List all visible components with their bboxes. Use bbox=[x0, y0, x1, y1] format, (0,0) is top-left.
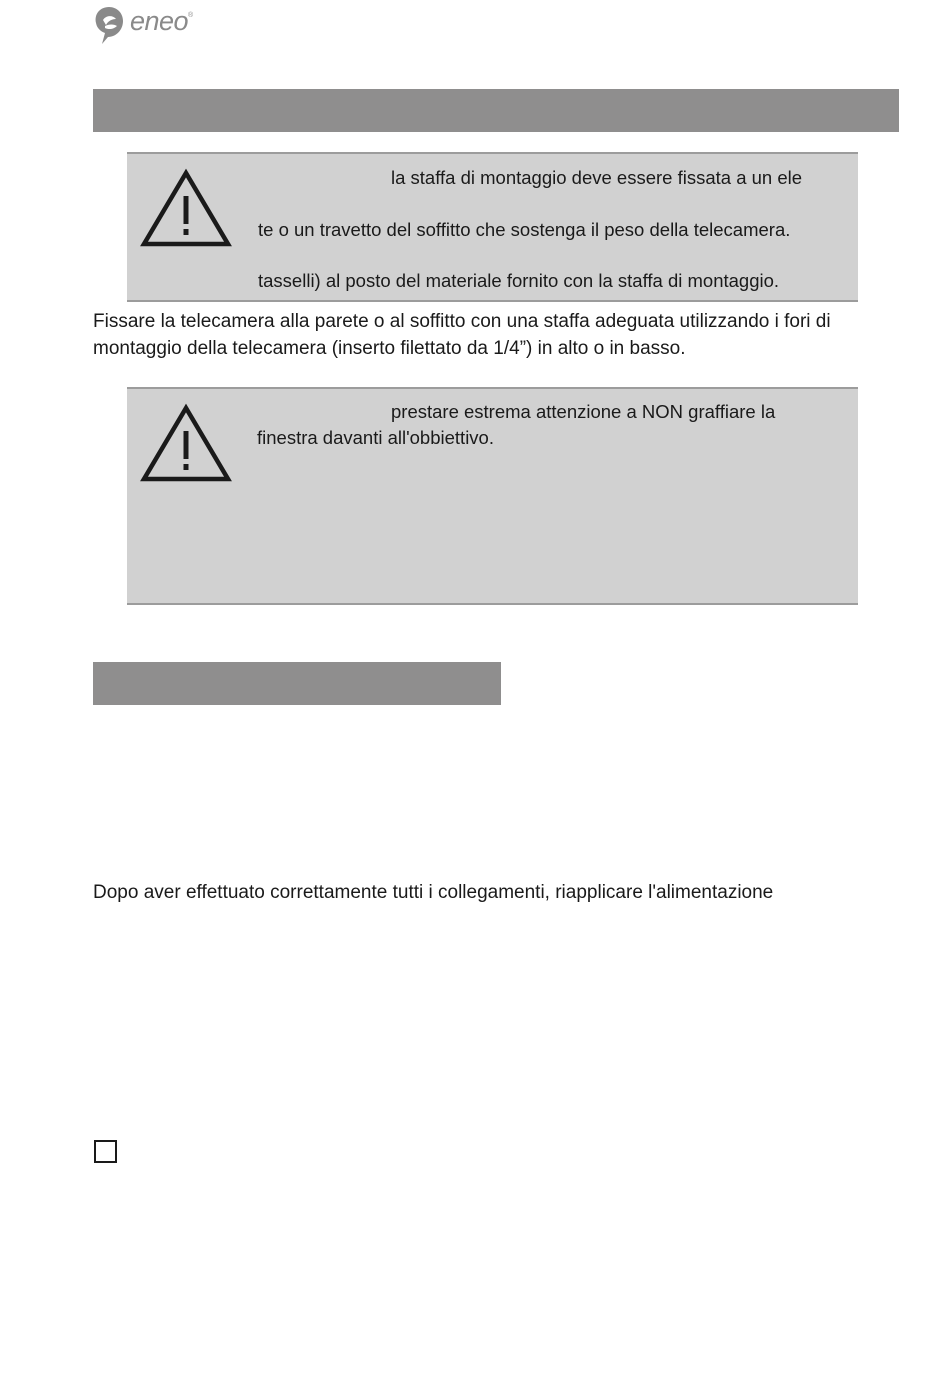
section-header-bar bbox=[93, 89, 899, 132]
eneo-logo-icon bbox=[92, 4, 126, 46]
power-paragraph: Dopo aver effettuato correttamente tutti i collegamenti, riapplicare l'alimentazione bbox=[93, 882, 774, 903]
section-header-bar bbox=[93, 662, 501, 705]
warning-1-line-2: te o un travetto del soffitto che sostenga il peso della telecamera. bbox=[258, 219, 791, 240]
checkbox-square[interactable] bbox=[94, 1140, 117, 1163]
warning-box-lens-window bbox=[127, 387, 858, 605]
mounting-paragraph-line-2: montaggio della telecamera (inserto filettato da 1/4”) in alto o in basso. bbox=[93, 338, 686, 359]
eneo-logo bbox=[92, 4, 202, 46]
logo-registered-mark: ® bbox=[188, 12, 194, 19]
warning-2-line-2: finestra davanti all'obbiettivo. bbox=[257, 427, 494, 448]
warning-box-mounting bbox=[127, 152, 858, 302]
warning-1-line-1: la staffa di montaggio deve essere fissata a un ele bbox=[391, 167, 803, 188]
warning-2-line-1: prestare estrema attenzione a NON graffiare la bbox=[391, 401, 776, 422]
warning-triangle-icon bbox=[140, 403, 232, 483]
warning-1-line-3: tasselli) al posto del materiale fornito con la staffa di montaggio. bbox=[258, 270, 780, 291]
mounting-paragraph-line-1: Fissare la telecamera alla parete o al soffitto con una staffa adeguata utilizzando i fori di bbox=[93, 311, 831, 332]
warning-triangle-icon bbox=[140, 168, 232, 248]
logo-wordmark: eneo bbox=[130, 6, 189, 36]
